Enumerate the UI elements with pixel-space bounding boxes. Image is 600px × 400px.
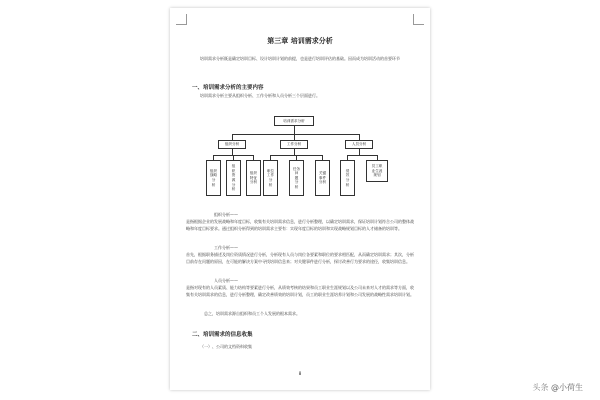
person-analysis-text: 是指对现有的人员素质、能力结构等要素进行分析，从绩效考核的结果和员工职业生涯规划以及公司未来对人才的需求等方面，收集有关培训需求的信息，进行分析整理，确定改善绩效的培训计划，员工的职业生涯培养计划和公司发展的战略性需求培训计划。 bbox=[186, 285, 414, 297]
chart-level2-work: 工作分析 bbox=[280, 140, 308, 149]
chart-leaf-work-task: 任务 问 题 分 析 bbox=[289, 160, 304, 196]
chart-leaf-work-position: 职位 工作 分 析 bbox=[263, 160, 278, 196]
section2-subheading: （一）、公司的文档资料收集 bbox=[200, 344, 252, 349]
chart-leaf-work-event: 关键 事件 分析 bbox=[315, 160, 330, 196]
work-analysis-label: 工作分析—— bbox=[214, 245, 238, 250]
org-analysis-label: 组织分析—— bbox=[214, 212, 238, 217]
watermark-platform: 头条 bbox=[532, 383, 549, 392]
watermark bbox=[529, 381, 586, 394]
chart-connector bbox=[294, 126, 295, 134]
chart-connector bbox=[232, 134, 359, 135]
section1-heading: 一、培训需求分析的主要内容 bbox=[192, 85, 264, 91]
work-analysis-text: 首先，根据职务描述及岗位资质情况进行分析，分析现有人员与岗位各要素和职位的要求相匹配，从而确定培训需求；其次，分析目前存在问题的原因，在可能的解决方案中寻找培训信息来；对关键事件进行分析，探讨改善行为要求的途径，收集培训信息。 bbox=[186, 252, 414, 264]
section2-heading: 二、培训需求的信息收集 bbox=[192, 332, 253, 338]
crop-mark-top-right bbox=[413, 14, 424, 25]
crop-mark-top-left bbox=[176, 14, 187, 25]
document-page bbox=[170, 8, 430, 390]
watermark-author: @小荷生 bbox=[551, 383, 583, 392]
chart-leaf-org-resource: 组 织 资 源 分 析 bbox=[226, 160, 241, 196]
org-analysis-text: 是指根据企业的发展战略和年度目标，收集有关培训需求信息，进行分析整理，以确定培训需求，保证培训计划符合公司的整体战略和年度目标要求。通过组织分析得到的培训需求主要有：实现年度目标的培训和实现战略规划目标的人才储备的培训等。 bbox=[186, 219, 414, 231]
page-number: 8 bbox=[298, 371, 302, 376]
chart-leaf-org-strategy: 组织 战略 分 析 bbox=[206, 160, 221, 196]
chart-leaf-person-performance: 绩 效 分 析 bbox=[340, 160, 355, 196]
summary-text: 总之，培训需求源自组织和员工个人发展的根本需求。 bbox=[204, 311, 300, 316]
chart-leaf-org-feature: 组织 特征 分析 bbox=[246, 160, 261, 196]
chart-level2-org: 组织分析 bbox=[218, 140, 246, 149]
person-analysis-label: 人员分析—— bbox=[214, 278, 238, 283]
section1-text: 培训需求分析主要从组织分析、工作分析和人员分析三个层面进行。 bbox=[200, 93, 320, 98]
chart-connector bbox=[347, 155, 377, 156]
chart-level2-person: 人员分析 bbox=[345, 140, 373, 149]
intro-paragraph: 培训需求分析既是确定培训目标、设计培训计划的前提，也是进行培训评估的基础。因而成为培训活动的首要环节 bbox=[200, 56, 400, 61]
chart-leaf-person-career: 员工职 业生涯 规划 bbox=[366, 160, 388, 182]
chart-root-box: 培训需求分析 bbox=[274, 116, 314, 126]
chapter-title: 第三章 培训需求分析 bbox=[267, 37, 333, 45]
